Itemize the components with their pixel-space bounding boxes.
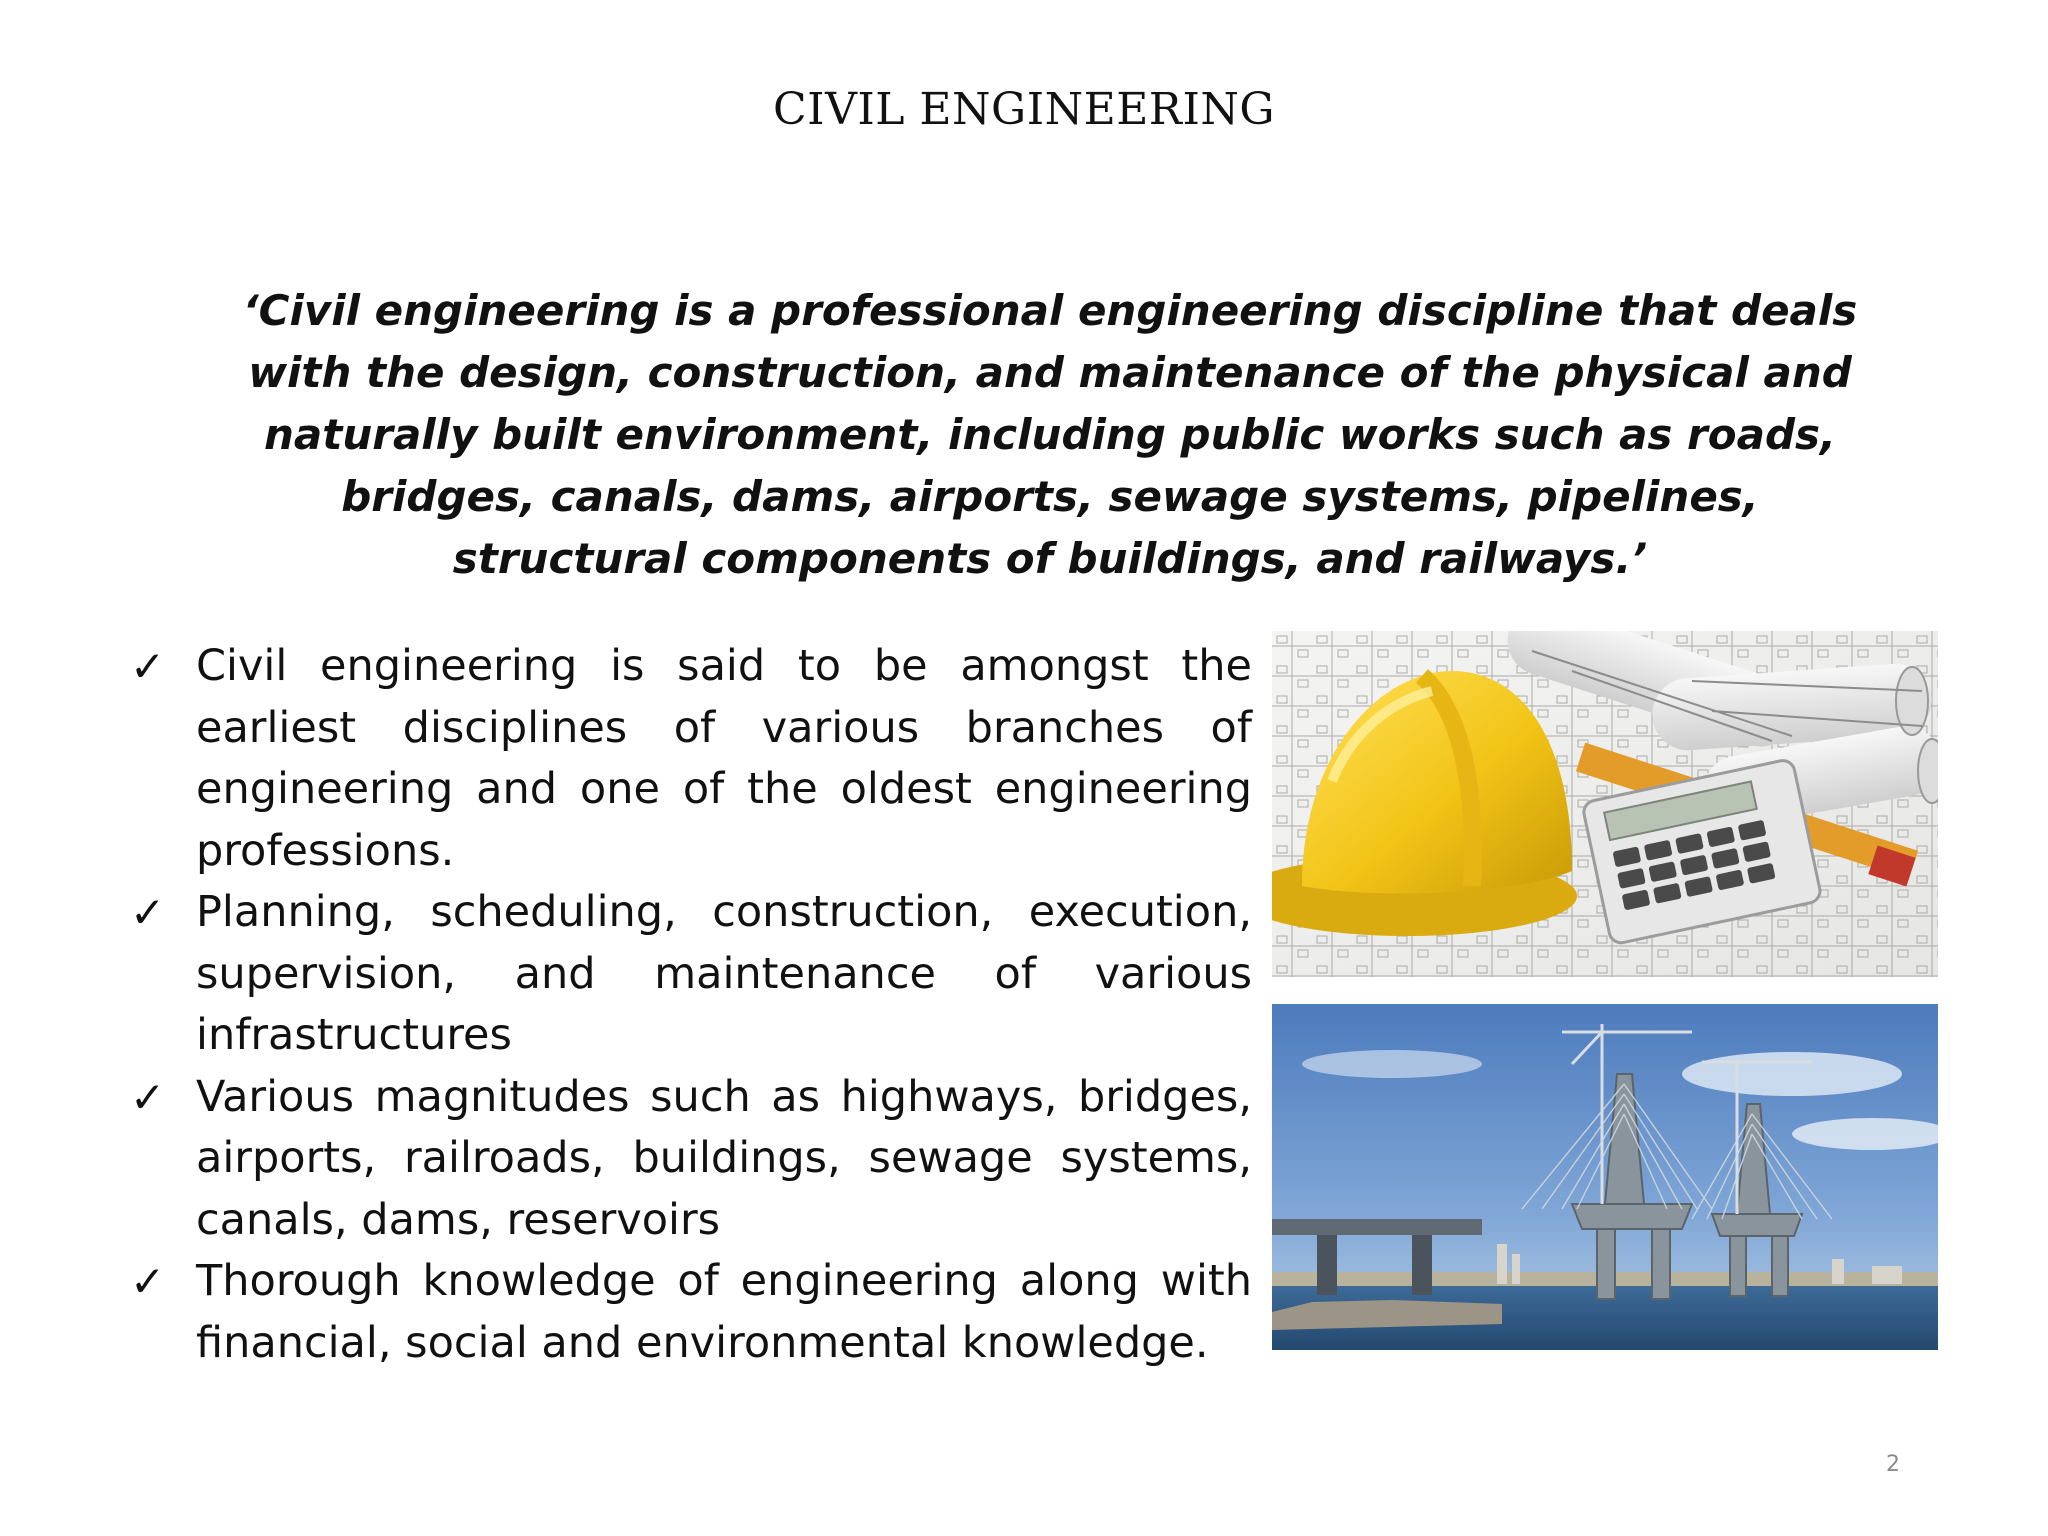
bullet-text: Planning, scheduling, construction, execution, supervision, and maintenance of various infrastructures bbox=[196, 887, 1252, 1060]
definition-quote: ‘Civil engineering is a professional engineering discipline that deals with the design, construction, and maintenance of the physical and naturally built environment, including public works such as roads, bridges, canals, dams, airports, sewage systems, pipelines, structural components of buildings, and railways.’ bbox=[242, 286, 1858, 583]
bullet-text: Various magnitudes such as highways, bridges, airports, railroads, buildings, sewage systems, canals, dams, reservoirs bbox=[196, 1071, 1252, 1245]
bridge-under-construction-photo bbox=[1272, 1004, 1938, 1350]
bullet-text: Thorough knowledge of engineering along with financial, social and environmental knowledge. bbox=[196, 1256, 1252, 1368]
check-icon: ✓ bbox=[130, 1257, 166, 1306]
bullet-item bbox=[130, 882, 1252, 1067]
bullet-text: Civil engineering is said to be amongst the earliest disciplines of various branches of engineering and one of the oldest engineering professions. bbox=[196, 641, 1252, 876]
check-icon: ✓ bbox=[130, 642, 166, 691]
bullet-item bbox=[130, 1251, 1252, 1374]
bullet-list bbox=[130, 636, 1252, 1374]
bullet-item bbox=[130, 1067, 1252, 1252]
check-icon: ✓ bbox=[130, 1072, 166, 1122]
bullet-item bbox=[130, 636, 1252, 882]
page-number: 2 bbox=[1886, 1452, 1900, 1477]
slide-title: CIVIL ENGINEERING bbox=[773, 84, 1275, 135]
helmet-blueprints-calculator-photo bbox=[1272, 631, 1938, 977]
check-icon: ✓ bbox=[130, 888, 166, 937]
